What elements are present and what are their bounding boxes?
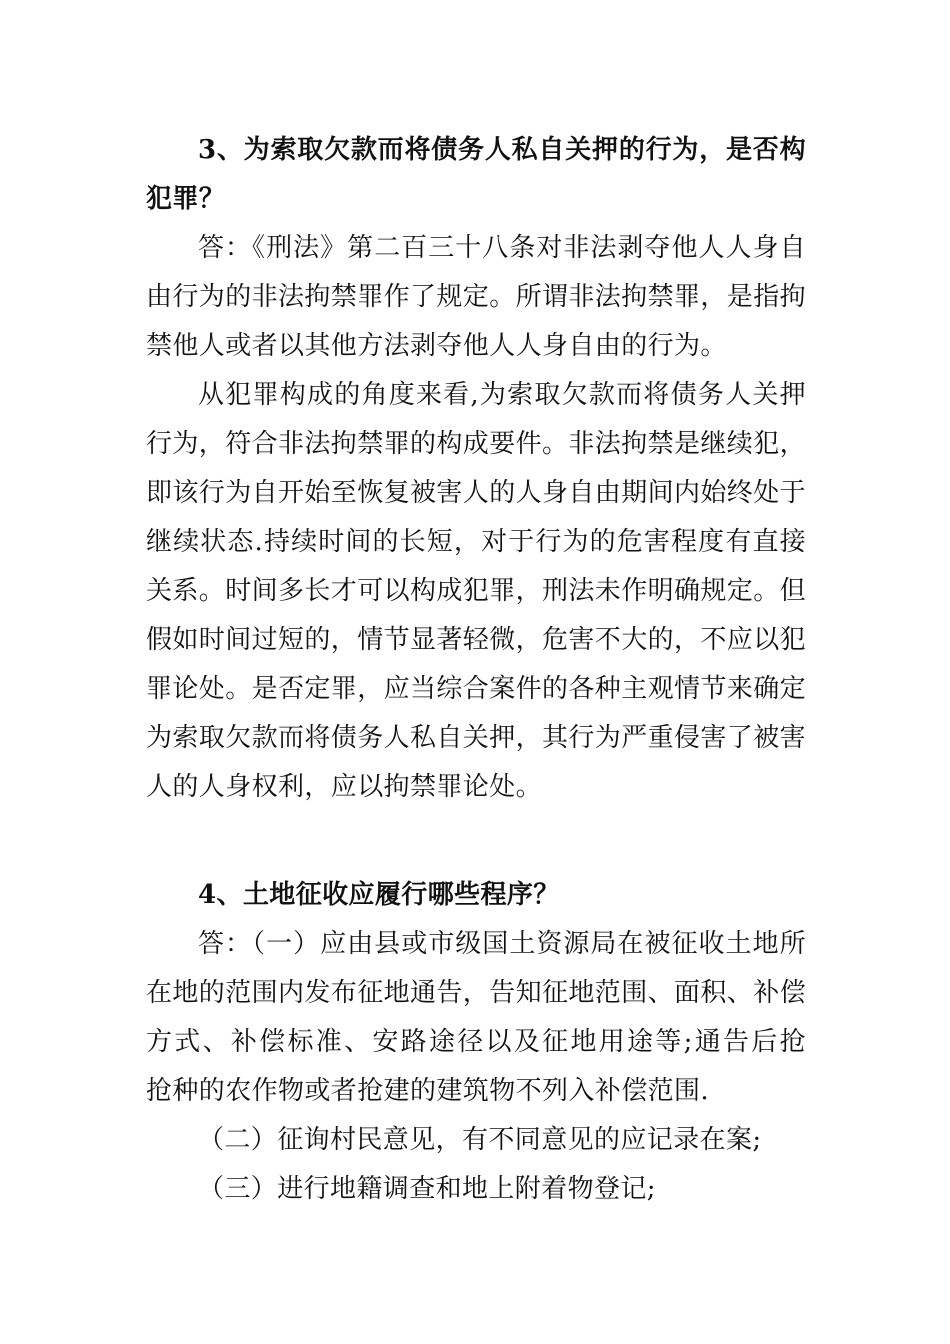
paragraph-line: 答：（一）应由县或市级国土资源局在被征收土地所 bbox=[198, 929, 806, 959]
paragraph-line: 即该行为自开始至恢复被害人的人身自由期间内始终处于 bbox=[146, 478, 806, 508]
paragraph-line: 在地的范围内发布征地通告，告知征地范围、面积、补偿 bbox=[146, 978, 806, 1008]
question-4-item-2: （二）征询村民意见，有不同意见的应记录在案; bbox=[198, 1125, 762, 1155]
question-4-title: 4、土地征收应履行哪些程序？ bbox=[198, 880, 560, 910]
paragraph-line: 由行为的非法拘禁罪作了规定。所谓非法拘禁罪，是指拘 bbox=[146, 282, 806, 312]
paragraph-line: 人的人身权利，应以拘禁罪论处。 bbox=[146, 772, 543, 802]
paragraph-line: 继续状态.持续时间的长短，对于行为的危害程度有直接 bbox=[146, 527, 806, 557]
paragraph-line: 行为，符合非法拘禁罪的构成要件。非法拘禁是继续犯， bbox=[146, 429, 806, 459]
question-3-title-line-1: 3、为索取欠款而将债务人私自关押的行为，是否构 bbox=[198, 135, 806, 165]
paragraph-line: 方式、补偿标准、安路途径以及征地用途等;通告后抢 bbox=[146, 1027, 806, 1057]
question-3-title-line-2: 犯罪？ bbox=[146, 184, 226, 214]
paragraph-line: 抢种的农作物或者抢建的建筑物不列入补偿范围. bbox=[146, 1076, 710, 1106]
question-4-answer-paragraph-1 bbox=[146, 920, 806, 1116]
paragraph-line: 关系。时间多长才可以构成犯罪，刑法未作明确规定。但 bbox=[146, 576, 806, 606]
question-4-item-3: （三）进行地籍调查和地上附着物登记; bbox=[198, 1174, 656, 1204]
paragraph-line: 罪论处。是否定罪，应当综合案件的各种主观情节来确定 bbox=[146, 674, 806, 704]
paragraph-line: 从犯罪构成的角度来看,为索取欠款而将债务人关押 bbox=[198, 380, 806, 410]
paragraph-line: 假如时间过短的，情节显著轻微，危害不大的，不应以犯 bbox=[146, 625, 806, 655]
question-4-section bbox=[146, 871, 806, 1214]
paragraph-line: 禁他人或者以其他方法剥夺他人人身自由的行为。 bbox=[146, 331, 727, 361]
question-3-answer-paragraph-2 bbox=[146, 371, 806, 812]
paragraph-line: 为索取欠款而将债务人私自关押，其行为严重侵害了被害 bbox=[146, 723, 806, 753]
question-3-section bbox=[146, 126, 806, 812]
paragraph-line: 答：《刑法》第二百三十八条对非法剥夺他人人身自 bbox=[198, 233, 806, 263]
question-3-answer-paragraph-1 bbox=[146, 224, 806, 371]
